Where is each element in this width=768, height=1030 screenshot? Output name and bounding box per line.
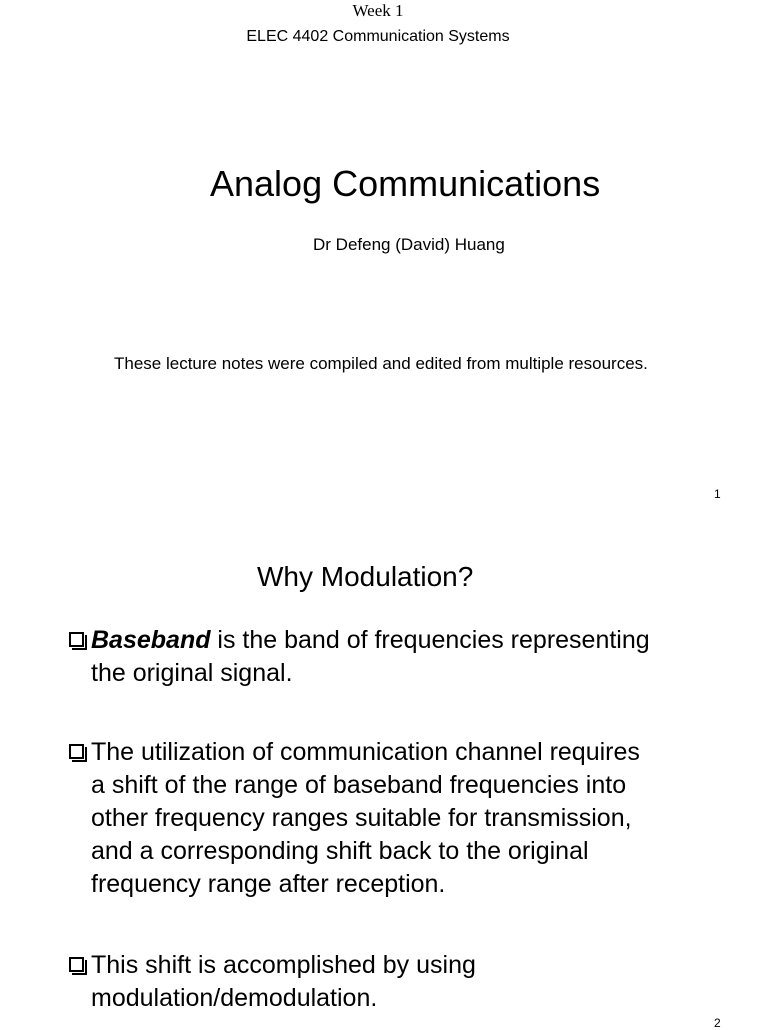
bullet-text: is the band of frequencies representing xyxy=(210,626,650,654)
header-course-title: ELEC 4402 Communication Systems xyxy=(246,28,510,45)
checkbox-bullet-icon xyxy=(69,957,84,972)
slide1-title: Analog Communications xyxy=(210,163,601,204)
bullet-text: frequency range after reception. xyxy=(91,870,446,898)
bullet-text: a shift of the range of baseband frequencies into xyxy=(91,771,627,799)
bullet-text: other frequency ranges suitable for transmission, xyxy=(91,804,632,832)
slide1-note: These lecture notes were compiled and edited from multiple resources. xyxy=(114,354,648,373)
bullet-text: and a corresponding shift back to the original xyxy=(91,837,589,865)
bullet-text: the original signal. xyxy=(91,659,293,687)
header-week: Week 1 xyxy=(352,1,404,20)
checkbox-bullet-icon xyxy=(69,632,84,647)
bullet-baseband xyxy=(66,624,726,690)
bullet-modulation xyxy=(66,949,726,1015)
bullet-text: modulation/demodulation. xyxy=(91,984,378,1012)
slide1-page-number: 1 xyxy=(714,487,721,501)
slide1-author: Dr Defeng (David) Huang xyxy=(313,235,505,254)
slide2-title: Why Modulation? xyxy=(257,561,474,592)
keyword-baseband: Baseband xyxy=(91,626,211,654)
bullet-text: This shift is accomplished by using xyxy=(91,951,476,979)
slide2-page-number: 2 xyxy=(714,1016,721,1030)
bullet-text: The utilization of communication channel requires xyxy=(91,738,640,766)
bullet-channel-shift xyxy=(66,736,726,901)
checkbox-bullet-icon xyxy=(69,744,84,759)
